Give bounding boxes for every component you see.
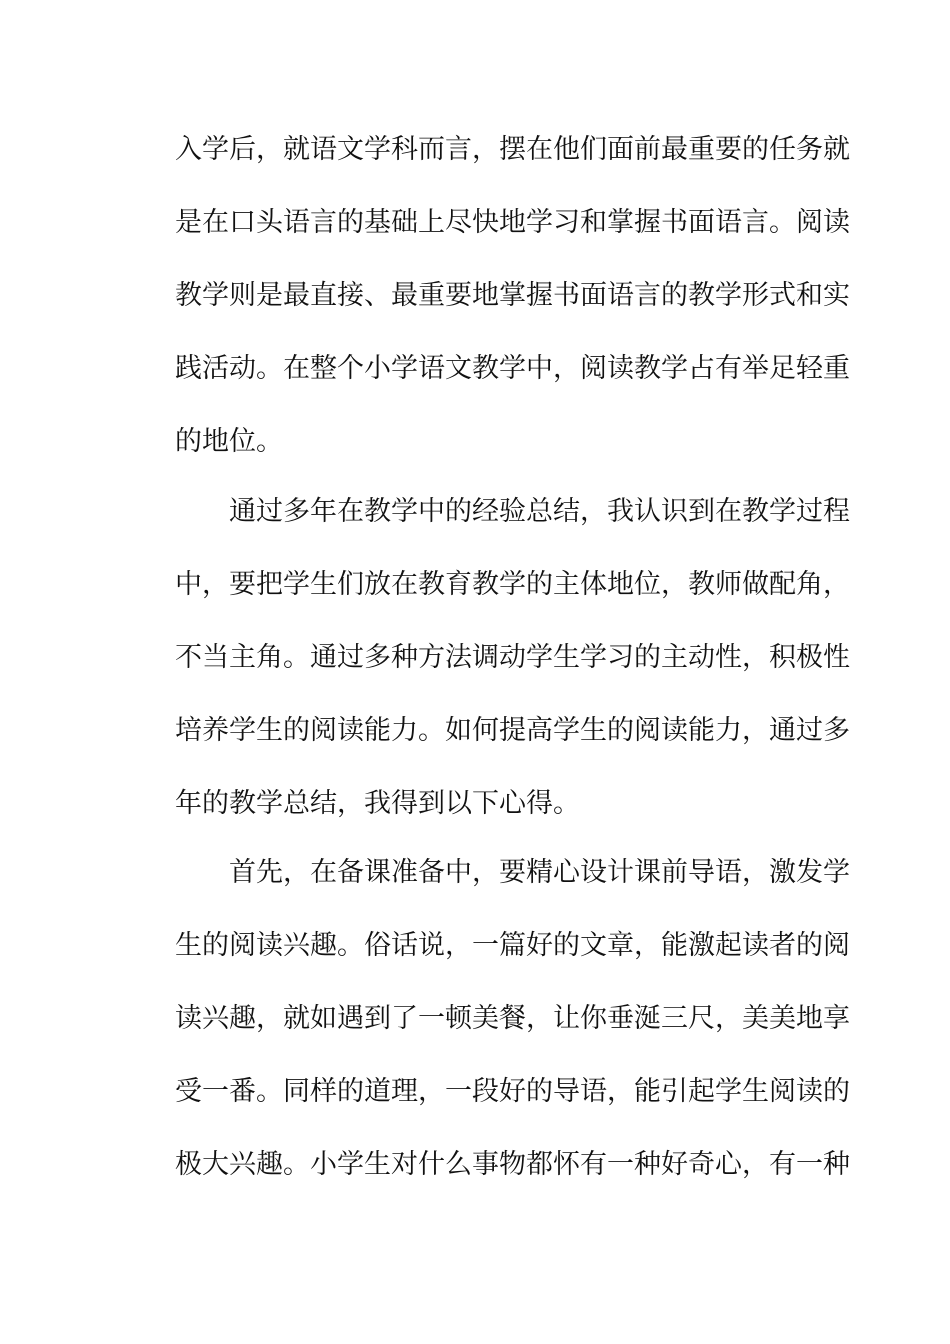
- text-line: 培养学生的阅读能力。如何提高学生的阅读能力，通过多: [175, 715, 850, 746]
- text-line: 教学则是最直接、最重要地掌握书面语言的教学形式和实: [175, 280, 850, 311]
- text-line: 践活动。在整个小学语文教学中，阅读教学占有举足轻重: [175, 353, 850, 384]
- text-line: 中，要把学生们放在教育教学的主体地位，教师做配角，: [175, 569, 850, 600]
- text-line: 不当主角。通过多种方法调动学生学习的主动性，积极性: [175, 642, 850, 673]
- text-line: 首先，在备课准备中，要精心设计课前导语，激发学: [229, 857, 850, 888]
- text-line: 通过多年在教学中的经验总结，我认识到在教学过程: [229, 496, 850, 527]
- text-line: 的地位。: [175, 426, 283, 457]
- text-line: 是在口头语言的基础上尽快地学习和掌握书面语言。阅读: [175, 207, 850, 238]
- text-line: 入学后，就语文学科而言，摆在他们面前最重要的任务就: [175, 134, 850, 165]
- text-line: 读兴趣，就如遇到了一顿美餐，让你垂涎三尺，美美地享: [175, 1003, 850, 1034]
- text-line: 年的教学总结，我得到以下心得。: [175, 788, 580, 819]
- text-line: 生的阅读兴趣。俗话说，一篇好的文章，能激起读者的阅: [175, 930, 850, 961]
- text-line: 极大兴趣。小学生对什么事物都怀有一种好奇心，有一种: [175, 1149, 850, 1180]
- text-line: 受一番。同样的道理，一段好的导语，能引起学生阅读的: [175, 1076, 850, 1107]
